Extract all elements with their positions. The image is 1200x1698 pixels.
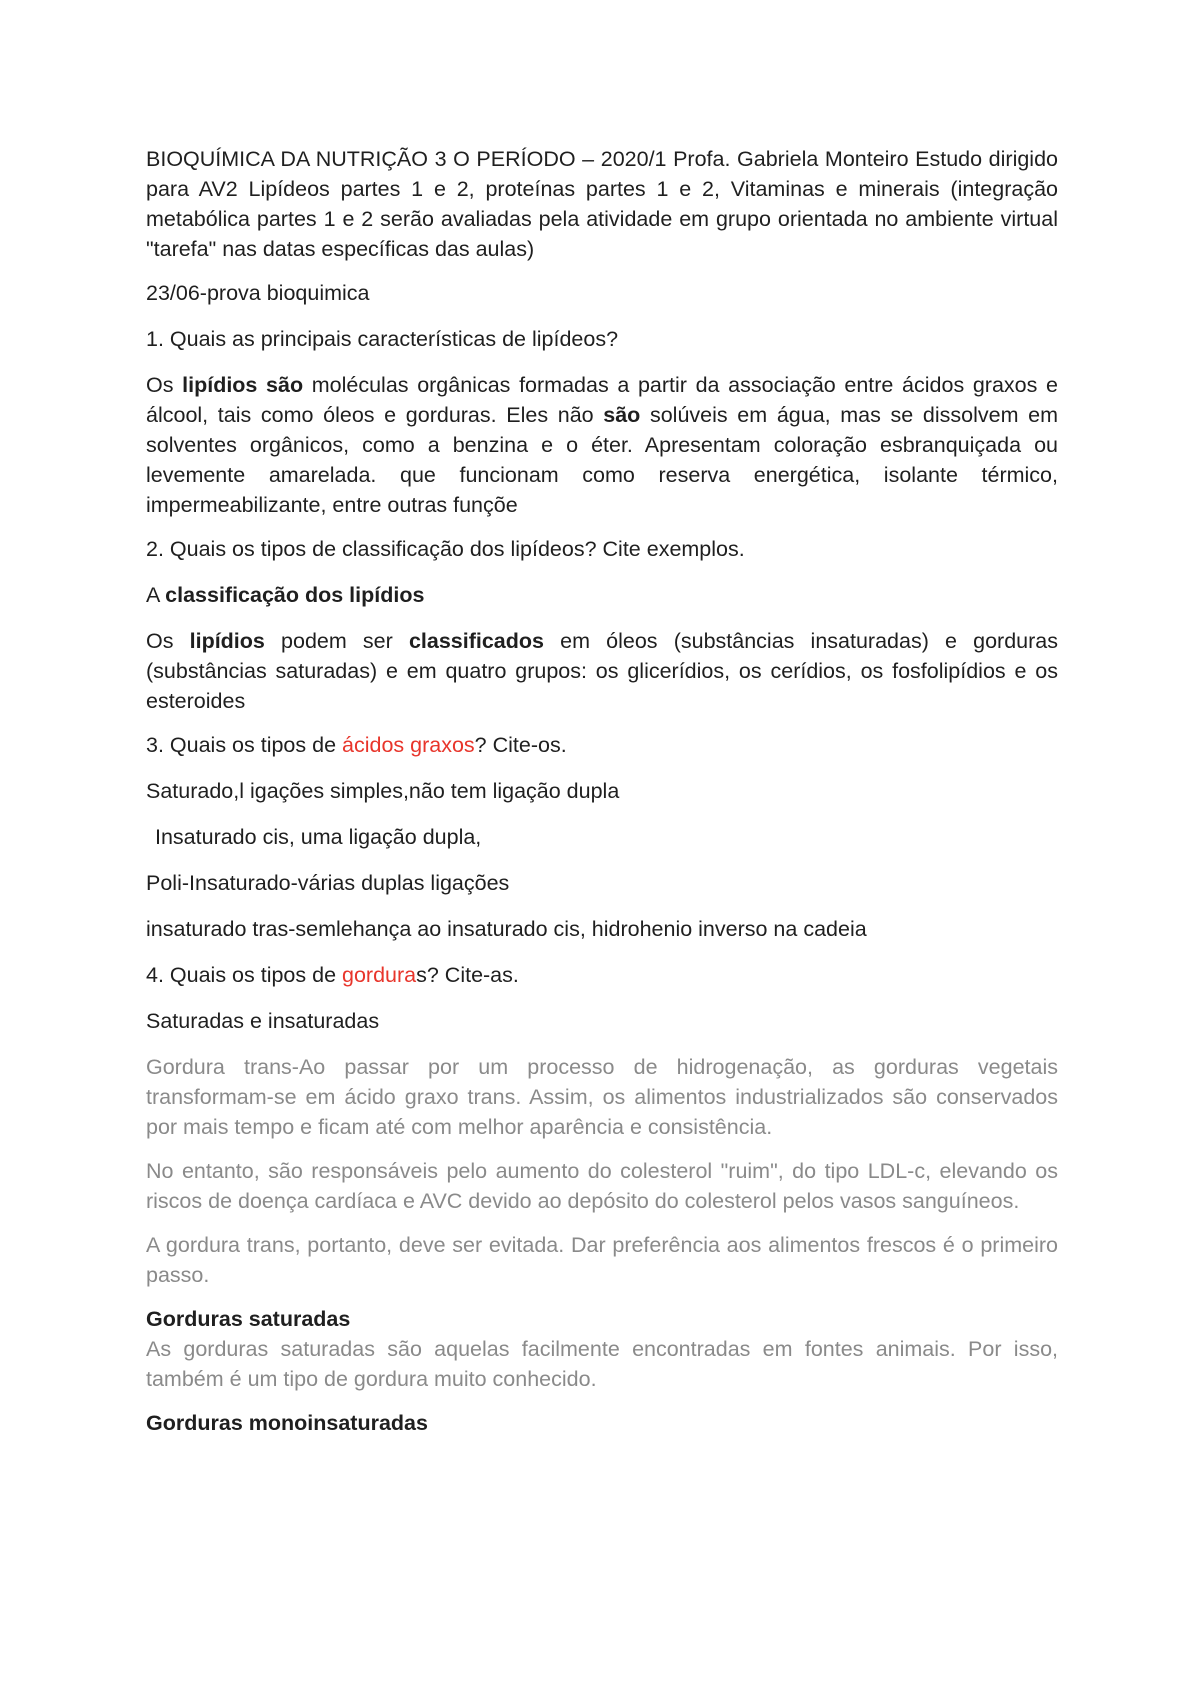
answer-2-text: em óleos (substâncias insaturadas) e gorduras (substâncias saturadas) e em quatro grupos: os glicerídios, os cerídios, os fosfolipídios e os esteroides <box>146 629 1058 713</box>
answer-2-bold: lipídios <box>189 629 265 653</box>
answer-1-bold: lipídios são <box>182 373 304 397</box>
question-4-text: 4. Quais os tipos de <box>146 963 342 987</box>
question-3 <box>146 730 1058 760</box>
question-2: 2. Quais os tipos de classificação dos lipídeos? Cite exemplos. <box>146 537 745 561</box>
question-4-highlight: gordura <box>342 963 417 987</box>
answer-1 <box>146 370 1058 520</box>
question-3-text: ? Cite-os. <box>474 733 567 757</box>
exam-date: 23/06-prova bioquimica <box>146 281 370 305</box>
saturated-fats-heading: Gorduras saturadas <box>146 1307 351 1331</box>
answer-2-heading-bold: classificação dos lipídios <box>165 583 425 607</box>
question-3-text: 3. Quais os tipos de <box>146 733 342 757</box>
answer-2-heading-prefix: A <box>146 583 166 607</box>
answer-2-text: podem ser <box>264 629 409 653</box>
answer-3-item: Poli-Insaturado-várias duplas ligações <box>146 871 510 895</box>
answer-3-item: insaturado tras-semlehança ao insaturado cis, hidrohenio inverso na cadeia <box>146 917 867 941</box>
question-4-text: s? Cite-as. <box>416 963 519 987</box>
saturated-fats-text: As gorduras saturadas são aquelas facilmente encontradas em fontes animais. Por isso, também é um tipo de gordura muito conhecido. <box>146 1337 1058 1391</box>
answer-1-bold: são <box>603 403 641 427</box>
trans-fat-paragraph: Gordura trans-Ao passar por um processo de hidrogenação, as gorduras vegetais transformam-se em ácido graxo trans. Assim, os alimentos industrializados são conservados por mais tempo e ficam até com melhor aparência e consistência. <box>146 1055 1058 1139</box>
document-page <box>146 144 1058 1454</box>
question-3-highlight: ácidos graxos <box>342 733 475 757</box>
answer-3-item: Saturado,l igações simples,não tem ligação dupla <box>146 779 620 803</box>
question-4 <box>146 960 1058 990</box>
answer-1-text: solúveis em água, mas se dissolvem em solventes orgânicos, como a benzina e o éter. Apresentam coloração esbranquiçada ou levemente amarelada. que funcionam como reserva energética, isolante térmico, impermeabilizante, entre outras funçõe <box>146 403 1058 517</box>
answer-2-bold: classificados <box>408 629 544 653</box>
answer-4: Saturadas e insaturadas <box>146 1009 380 1033</box>
trans-fat-paragraph: No entanto, são responsáveis pelo aumento do colesterol "ruim", do tipo LDL-c, elevando os riscos de doença cardíaca e AVC devido ao depósito do colesterol pelos vasos sanguíneos. <box>146 1159 1058 1213</box>
monounsaturated-fats-heading: Gorduras monoinsaturadas <box>146 1411 428 1435</box>
answer-2 <box>146 626 1058 716</box>
answer-1-text: moléculas orgânicas formadas a partir da associação entre ácidos graxos e álcool, tais como óleos e gorduras. Eles não <box>146 373 1058 427</box>
answer-3-item: Insaturado cis, uma ligação dupla, <box>155 825 482 849</box>
answer-2-text: Os <box>146 629 190 653</box>
document-header: BIOQUÍMICA DA NUTRIÇÃO 3 O PERÍODO – 2020/1 Profa. Gabriela Monteiro Estudo dirigido para AV2 Lipídeos partes 1 e 2, proteínas partes 1 e 2, Vitaminas e minerais (integração metabólica partes 1 e 2 serão avaliadas pela atividade em grupo orientada no ambiente virtual "tarefa" nas datas específicas das aulas) <box>146 147 1058 261</box>
answer-2-heading <box>146 580 1058 610</box>
answer-1-text: Os <box>146 373 183 397</box>
trans-fat-paragraph: A gordura trans, portanto, deve ser evitada. Dar preferência aos alimentos frescos é o primeiro passo. <box>146 1233 1058 1287</box>
question-1: 1. Quais as principais características de lipídeos? <box>146 327 619 351</box>
